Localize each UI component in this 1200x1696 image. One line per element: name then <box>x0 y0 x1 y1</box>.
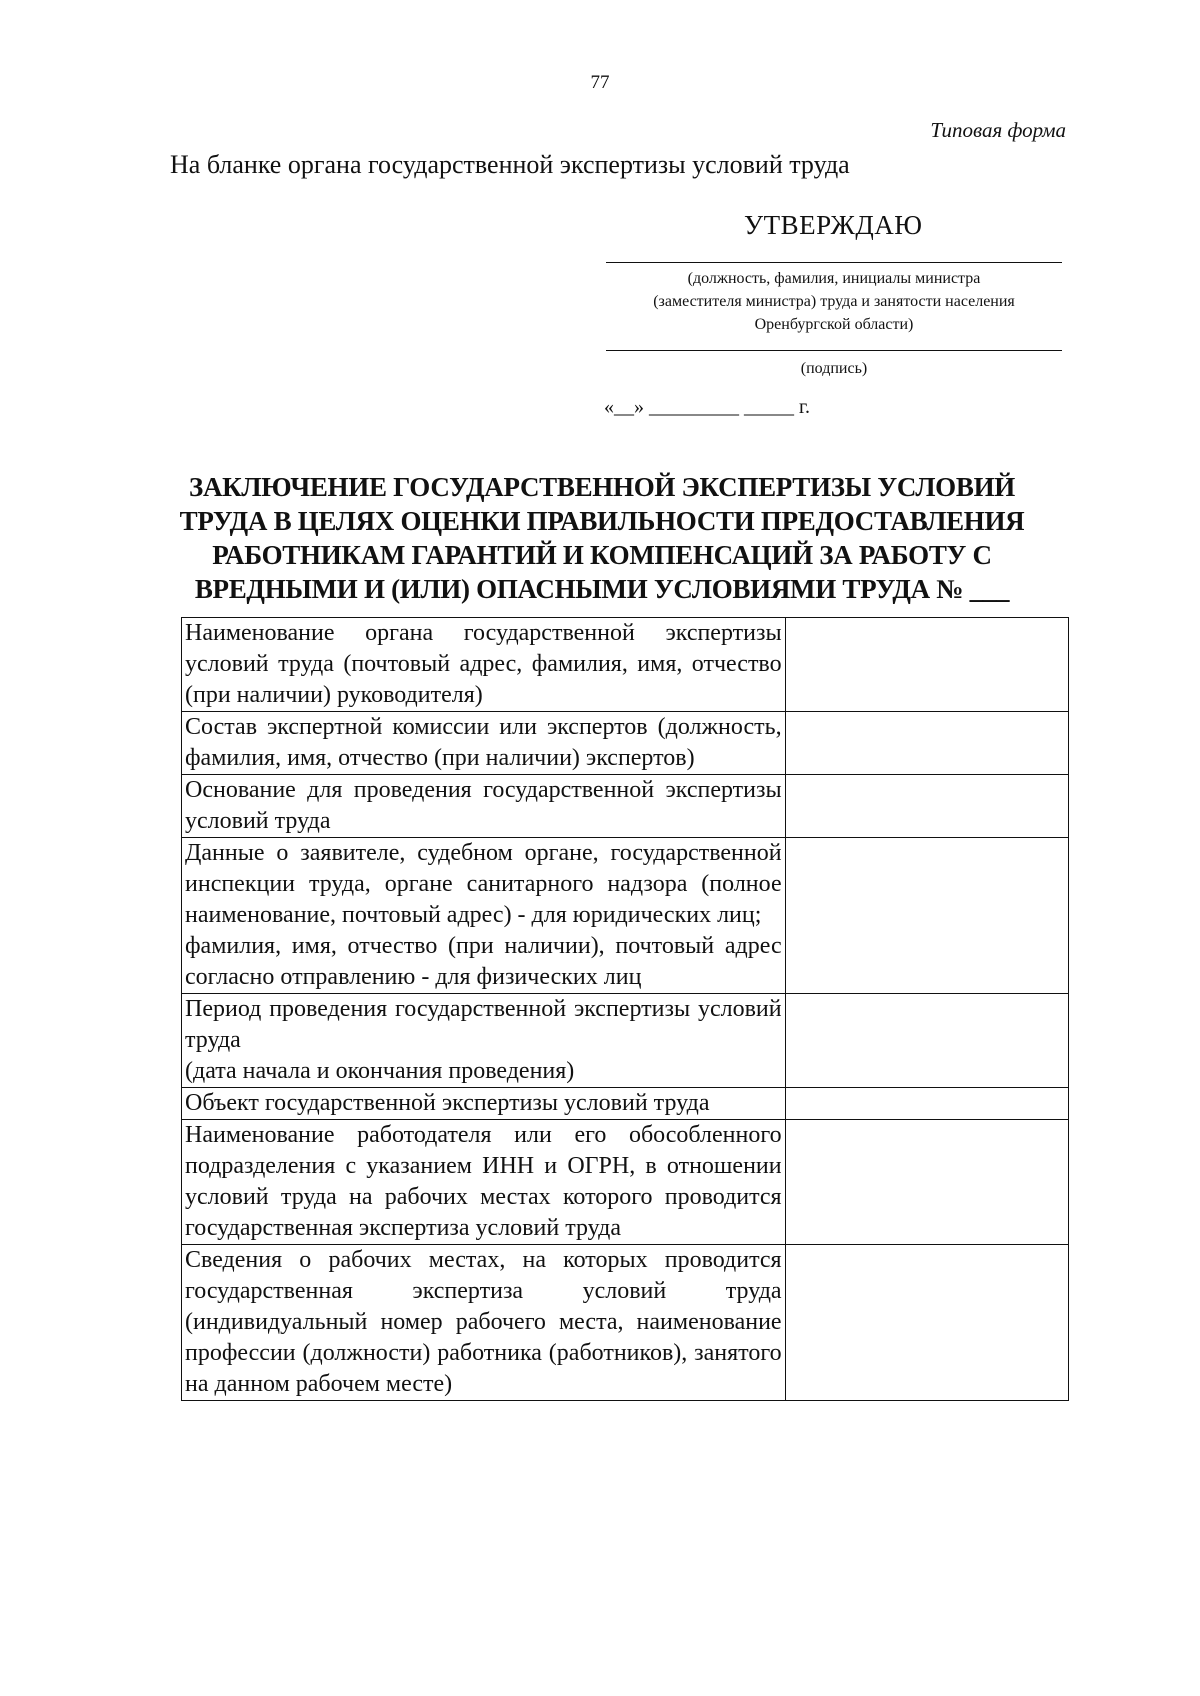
position-line[interactable] <box>606 262 1062 263</box>
row-value-cell[interactable] <box>785 1120 1068 1245</box>
row-label: Состав экспертной комиссии или экспертов (должность, фамилия, имя, отчество (при наличии) экспертов) <box>185 714 782 771</box>
position-caption: (должность, фамилия, инициалы министра (заместителя министра) труда и занятости населения Оренбургской области) <box>653 270 1015 333</box>
signature-line[interactable] <box>606 350 1062 351</box>
table-row <box>182 1088 1069 1120</box>
table-row <box>182 994 1069 1088</box>
document-title: ЗАКЛЮЧЕНИЕ ГОСУДАРСТВЕННОЙ ЭКСПЕРТИЗЫ УСЛОВИЙ ТРУДА В ЦЕЛЯХ ОЦЕНКИ ПРАВИЛЬНОСТИ ПРЕДОСТАВЛЕНИЯ РАБОТНИКАМ ГАРАНТИЙ И КОМПЕНСАЦИЙ ЗА РАБОТУ С ВРЕДНЫМИ И (ИЛИ) ОПАСНЫМИ УСЛОВИЯМИ ТРУДА № ___ <box>179 472 1025 604</box>
row-label: Данные о заявителе, судебном органе, государственной инспекции труда, органе санитарного надзора (полное наименование, почтовый адрес) - для юридических лиц; фамилия, имя, отчество (при наличии), почтовый адрес согласно отправлению - для физических лиц <box>185 840 782 990</box>
row-label-cell <box>182 1088 786 1120</box>
row-label-cell <box>182 838 786 994</box>
approval-block <box>606 262 1062 380</box>
row-label: Период проведения государственной экспертизы условий труда (дата начала и окончания проведения) <box>185 996 782 1084</box>
row-value-cell[interactable] <box>785 712 1068 775</box>
row-label: Наименование органа государственной экспертизы условий труда (почтовый адрес, фамилия, имя, отчество (при наличии) руководителя) <box>185 620 782 708</box>
row-value-cell[interactable] <box>785 1245 1068 1401</box>
conclusion-table <box>181 617 1069 1401</box>
table-row <box>182 1120 1069 1245</box>
table-row <box>182 712 1069 775</box>
row-value-cell[interactable] <box>785 838 1068 994</box>
form-type-label: Типовая форма <box>930 118 1066 142</box>
approval-heading: УТВЕРЖДАЮ <box>744 210 923 240</box>
page-number: 77 <box>590 72 610 93</box>
row-value-cell[interactable] <box>785 1088 1068 1120</box>
row-value-cell[interactable] <box>785 618 1068 712</box>
row-value-cell[interactable] <box>785 994 1068 1088</box>
table-row <box>182 838 1069 994</box>
row-label-cell <box>182 618 786 712</box>
letterhead-note: На бланке органа государственной экспертизы условий труда <box>170 150 850 179</box>
table-row <box>182 1245 1069 1401</box>
row-label: Объект государственной экспертизы условий труда <box>185 1090 710 1116</box>
row-label-cell <box>182 1245 786 1401</box>
row-label-cell <box>182 775 786 838</box>
approval-date-line[interactable]: «__» _________ _____ г. <box>604 396 810 418</box>
table-row <box>182 618 1069 712</box>
row-label-cell <box>182 994 786 1088</box>
row-label: Основание для проведения государственной экспертизы условий труда <box>185 777 782 834</box>
row-value-cell[interactable] <box>785 775 1068 838</box>
table-row <box>182 775 1069 838</box>
signature-caption: (подпись) <box>800 360 868 377</box>
row-label: Наименование работодателя или его обособленного подразделения с указанием ИНН и ОГРН, в отношении условий труда на рабочих местах которого проводится государственная экспертиза условий труда <box>185 1122 782 1241</box>
row-label-cell <box>182 1120 786 1245</box>
row-label-cell <box>182 712 786 775</box>
row-label: Сведения о рабочих местах, на которых проводится государственная экспертиза условий труда (индивидуальный номер рабочего места, наименование профессии (должности) работника (работников), занятого на данном рабочем месте) <box>185 1247 782 1397</box>
